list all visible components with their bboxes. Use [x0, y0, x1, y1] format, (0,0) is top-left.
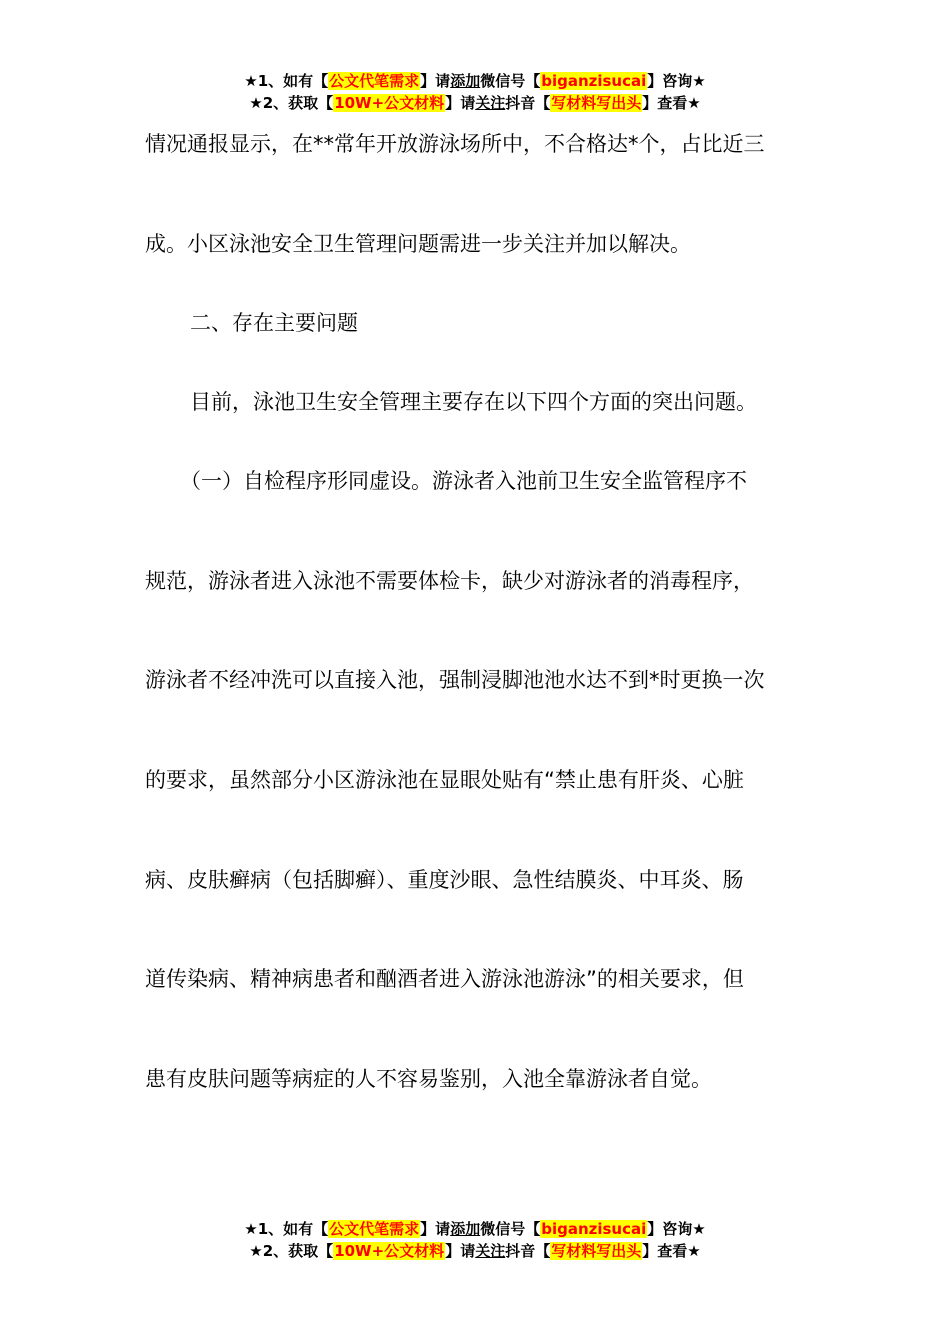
footer-line-2-highlight-douyin: 写材料写出头: [551, 1242, 642, 1260]
header-line-1-suffix: 】咨询★: [647, 72, 706, 90]
footer-line-2-prefix: ★2、获取【: [249, 1242, 334, 1260]
footer-line-1-text: 】请: [420, 1220, 451, 1238]
footer-line-1-text-2: 微信号【: [480, 1220, 541, 1238]
header-line-1-highlight-service: 公文代笔需求: [329, 72, 420, 90]
body-line: 游泳者不经冲洗可以直接入池，强制浸脚池池水达不到*时更换一次: [145, 668, 765, 692]
body-line: 患有皮肤问题等病症的人不容易鉴别，入池全靠游泳者自觉。: [145, 1067, 712, 1091]
footer-line-2-underlined: 关注: [475, 1242, 506, 1260]
footer-line-1-highlight-wechat: biganzisucai: [541, 1220, 647, 1238]
header-line-2: [0, 92, 950, 114]
footer-line-2-text: 】请: [445, 1242, 476, 1260]
header-line-1-text-2: 微信号【: [480, 72, 541, 90]
body-line: 病、皮肤癣病（包括脚癣）、重度沙眼、急性结膜炎、中耳炎、肠: [145, 868, 744, 892]
body-line: 目前，泳池卫生安全管理主要存在以下四个方面的突出问题。: [190, 390, 757, 414]
subsection-heading-line: （一）自检程序形同虚设。游泳者入池前卫生安全监管程序不: [180, 469, 747, 493]
footer-line-2-text-2: 抖音【: [505, 1242, 551, 1260]
header-line-2-text: 】请: [445, 94, 476, 112]
body-line: 的要求，虽然部分小区游泳池在显眼处贴有“禁止患有肝炎、心脏: [145, 768, 744, 792]
header-line-1-prefix: ★1、如有【: [244, 72, 329, 90]
footer-line-1-suffix: 】咨询★: [647, 1220, 706, 1238]
footer-line-2-suffix: 】查看★: [642, 1242, 701, 1260]
header-line-1: [0, 70, 950, 92]
body-line: 情况通报显示，在**常年开放游泳场所中，不合格达*个，占比近三: [145, 132, 765, 156]
body-line: 道传染病、精神病患者和酗酒者进入游泳池游泳”的相关要求，但: [145, 967, 744, 991]
header-line-1-text: 】请: [420, 72, 451, 90]
body-line: 规范，游泳者进入泳池不需要体检卡，缺少对游泳者的消毒程序，: [145, 569, 754, 593]
header-line-1-highlight-wechat: biganzisucai: [541, 72, 647, 90]
header-line-2-prefix: ★2、获取【: [249, 94, 334, 112]
footer-banner: [0, 1218, 950, 1262]
header-line-2-highlight-douyin: 写材料写出头: [551, 94, 642, 112]
footer-line-2-highlight-materials: 10W+公文材料: [334, 1242, 445, 1260]
header-banner: [0, 70, 950, 114]
footer-line-1-prefix: ★1、如有【: [244, 1220, 329, 1238]
section-heading: 二、存在主要问题: [190, 311, 358, 335]
header-line-2-suffix: 】查看★: [642, 94, 701, 112]
footer-line-2: [0, 1240, 950, 1262]
body-line: 成。小区泳池安全卫生管理问题需进一步关注并加以解决。: [145, 232, 691, 256]
footer-line-1-highlight-service: 公文代笔需求: [329, 1220, 420, 1238]
header-line-2-text-2: 抖音【: [505, 94, 551, 112]
footer-line-1-underlined: 添加: [450, 1220, 481, 1238]
header-line-2-highlight-materials: 10W+公文材料: [334, 94, 445, 112]
footer-line-1: [0, 1218, 950, 1240]
header-line-1-underlined: 添加: [450, 72, 481, 90]
header-line-2-underlined: 关注: [475, 94, 506, 112]
